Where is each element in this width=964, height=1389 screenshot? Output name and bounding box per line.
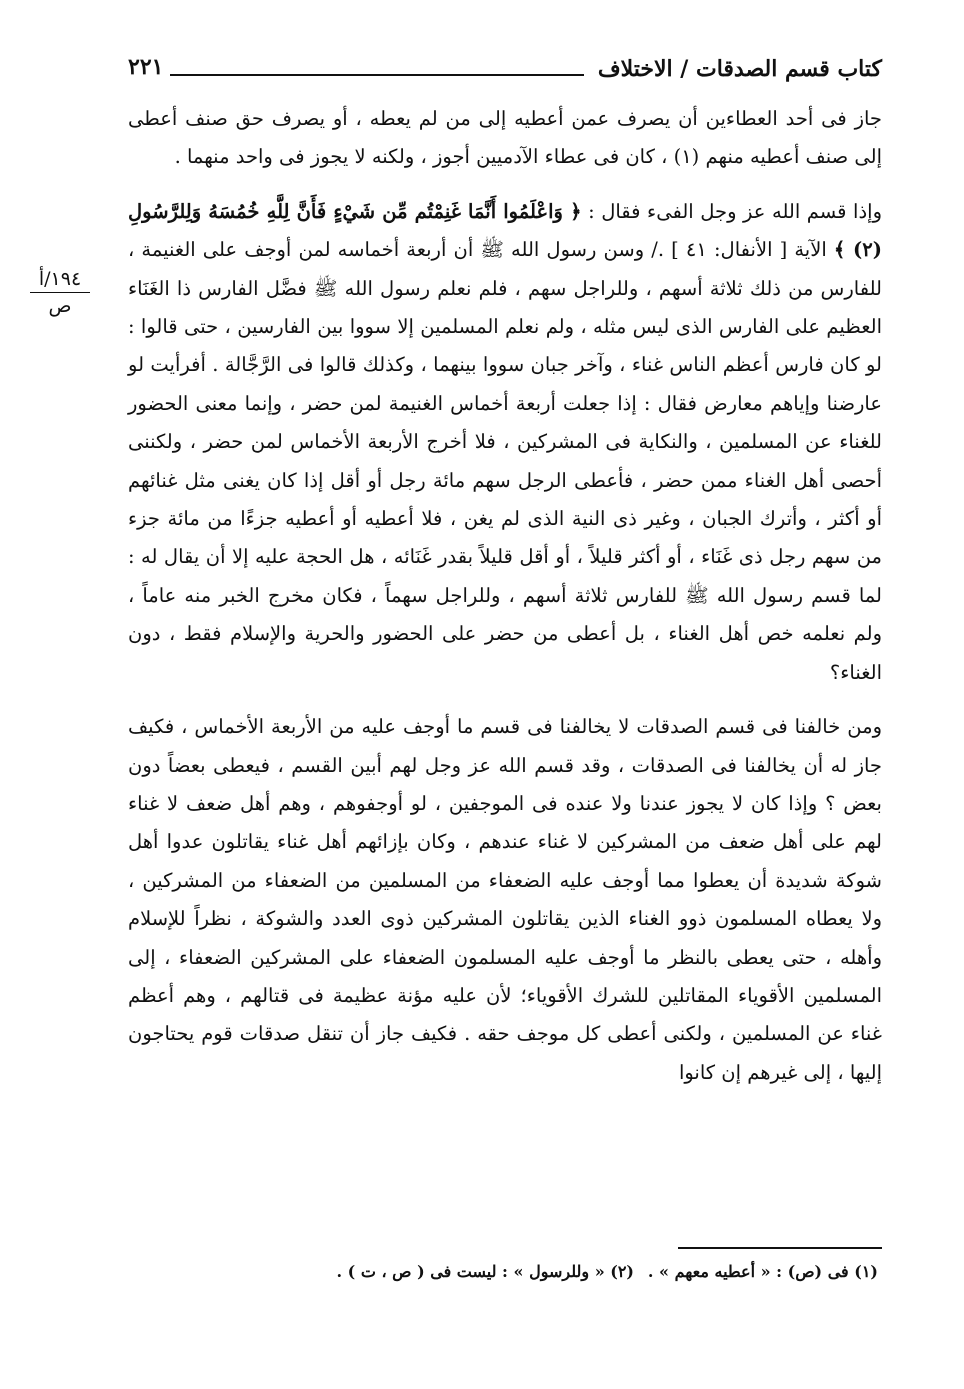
- footnote-2: (٢) « وللرسول » : ليست فى ( ص ، ت ) .: [336, 1262, 634, 1281]
- paragraph-2: [128, 193, 882, 692]
- running-header: [128, 52, 882, 92]
- paragraph-1: جاز فى أحد العطاءين أن يصرف عمن أعطيه إلى من لم يعطه ، أو يصرف حق صنف أعطى إلى صنف أعطيه منهم (١) ، كان فى عطاء الآدميين أجوز ، ولكنه لا يجوز فى واحد منهما .: [128, 107, 882, 169]
- paragraph-2-intro: وإذا قسم الله عز وجل الفىء فقال :: [581, 199, 882, 223]
- paragraph-3: ومن خالفنا فى قسم الصدقات لا يخالفنا فى قسم ما أوجف عليه من الأربعة الأخماس ، فكيف جاز له أن يخالفنا فى الصدقات ، وقد قسم الله عز وجل لهم أبين القسم ، فيعطى بعضاً دون بعض ؟ وإذا كان لا يجوز عندنا ولا عنده فى الموجفين ، لو أوجفوهم ، وهم أهل ضعف لا غناء لهم على أهل ضعف من المشركين لا غناء عندهم ، وكان بإزائهم أهل غناء يقاتلون عدوا أهل شوكة شديدة أن يعطوا مما أوجف عليه الضعفاء من المسلمين من الضعفاء من المشركين ، ولا يعطاه المسلمون ذوو الغناء الذين يقاتلون المشركين ذوى العدد والشوكة ، نظراً للإسلام وأهله ، حتى يعطى بالنظر ما أوجف عليه المسلمون الضعفاء على المشركين الضعفاء ، إلى المسلمين الأقوياء المقاتلين للشرك الأقوياء؛ لأن عليه مؤنة عظيمة فى قتالهم ، وهم أعظم غناء عن المسلمين ، ولكنى أعطى كل موجف حقه . فكيف جاز أن تنقل صدقات قوم يحتاجون إليها ، إلى غيرهم إن كانوا: [128, 715, 882, 1084]
- page-number: ٢٢١: [128, 54, 164, 80]
- chapter-title: كتاب قسم الصدقات / الاختلاف: [597, 56, 882, 82]
- quran-verse: ﴿ وَاعْلَمُوا أَنَّمَا غَنِمْتُم مِّن شَيْءٍ فَأَنَّ لِلَّهِ خُمُسَهُ وَلِلرَّسُولِ (٢) ﴾: [128, 199, 882, 262]
- header-rule: [170, 74, 584, 76]
- manuscript-folio-note: [30, 268, 90, 317]
- paragraph-2-body: الآية [ الأنفال: ٤١ ] ./ وسن رسول الله ﷺ أن أربعة أخماسه لمن أوجف على الغنيمة ، للفارس من ذلك ثلاثة أسهم ، وللراجل سهم ، فلم نعلم رسول الله ﷺ فضَّل الفارس ذا الغَنَاء العظيم على الفارس الذى ليس مثله ، ولم نعلم المسلمين إلا سووا بين الفارسين ، حتى قالوا : لو كان فارس أعظم الناس غناء ، وآخر جبان سووا بينهما ، وكذلك قالوا فى الرَّجَّالة . أفرأيت لو عارضنا وإياهم معارض فقال : إذا جعلت أربعة أخماس الغنيمة لمن حضر ، وإنما معنى الحضور للغناء عن المسلمين ، والنكاية فى المشركين ، فلا أخرج الأربعة الأخماس لمن حضر ، ولكننى أحصى أهل الغناء ممن حضر ، فأعطى الرجل سهم مائة رجل أو أقل إذا كان يغنى مثل غنائهم أو أكثر ، وأترك الجبان ، وغير ذى النية الذى لم يغن ، فلا أعطيه أو أعطيه جزءًا من مائة جزء من سهم رجل ذى غَنَاء ، أو أكثر قليلاً ، أو أقل قليلاً بقدر غَنَائه ، هل الحجة عليه إلا أن يقال له : لما قسم رسول الله ﷺ للفارس ثلاثة أسهم ، وللراجل سهماً ، فكان مخرج الخبر منه عاماً ، ولم نعلمه خص أهل الغناء ، بل أعطى من حضر على الحضور والحرية والإسلام فقط ، دون الغناء؟: [128, 238, 882, 684]
- manuscript-source: ص: [48, 295, 72, 317]
- main-text: [128, 100, 882, 1092]
- folio-number: ١٩٤/أ: [30, 268, 90, 293]
- footnote-1: (١) فى (ص) : « أعطيه معهم » .: [647, 1262, 878, 1281]
- footnote-rule: [678, 1247, 882, 1249]
